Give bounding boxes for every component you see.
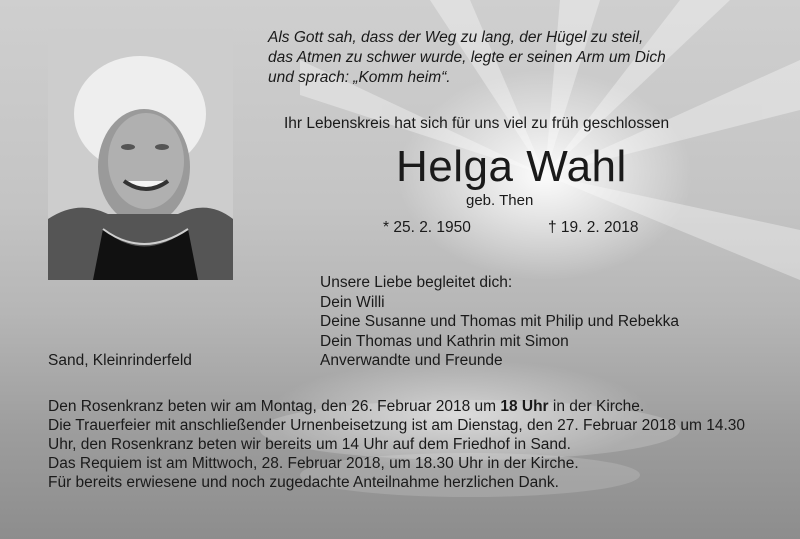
thanks-text: Für bereits erwiesene und noch zugedachte Anteilnahme herzlichen Dank. bbox=[48, 474, 559, 491]
place-name: Sand, Kleinrinderfeld bbox=[48, 352, 192, 369]
rosary-info: Den Rosenkranz beten wir am Montag, den 26. Februar 2018 um 18 Uhr in der Kirche. bbox=[48, 398, 645, 415]
rosary-time: 18 Uhr bbox=[500, 398, 549, 415]
mourner-line: Deine Susanne und Thomas mit Philip und Rebekka bbox=[320, 313, 680, 330]
quote-line: das Atmen zu schwer wurde, legte er seinen Arm um Dich bbox=[268, 49, 666, 66]
mourner-line: Dein Willi bbox=[320, 293, 385, 311]
life-circle-text: Ihr Lebenskreis hat sich für uns viel zu früh geschlossen bbox=[284, 115, 670, 132]
death-date: † 19. 2. 2018 bbox=[548, 219, 639, 236]
requiem-info: Das Requiem ist am Mittwoch, 28. Februar 2018, um 18.30 Uhr in der Kirche. bbox=[48, 455, 579, 472]
mourner-line: Unsere Liebe begleitet dich: bbox=[320, 274, 513, 291]
funeral-info: Die Trauerfeier mit anschließender Urnenbeisetzung ist am Dienstag, den 27. Februar 2018 um 14.30 Uhr, den Rosenkranz beten wir bereits um 14 Uhr auf dem Friedhof in Sand. bbox=[48, 417, 746, 453]
deceased-name: Helga Wahl bbox=[396, 142, 627, 191]
service-details bbox=[48, 397, 756, 492]
portrait-photo bbox=[48, 29, 233, 280]
mourner-line: Anverwandte und Freunde bbox=[320, 352, 503, 369]
birth-date: * 25. 2. 1950 bbox=[383, 219, 471, 236]
quote-line: und sprach: „Komm heim“. bbox=[268, 69, 451, 86]
birth-name: geb. Then bbox=[466, 192, 534, 209]
mourners-list bbox=[320, 273, 679, 371]
quote-line: Als Gott sah, dass der Weg zu lang, der Hügel zu steil, bbox=[268, 29, 644, 46]
quote-text bbox=[268, 28, 778, 88]
mourner-line: Dein Thomas und Kathrin mit Simon bbox=[320, 332, 569, 350]
